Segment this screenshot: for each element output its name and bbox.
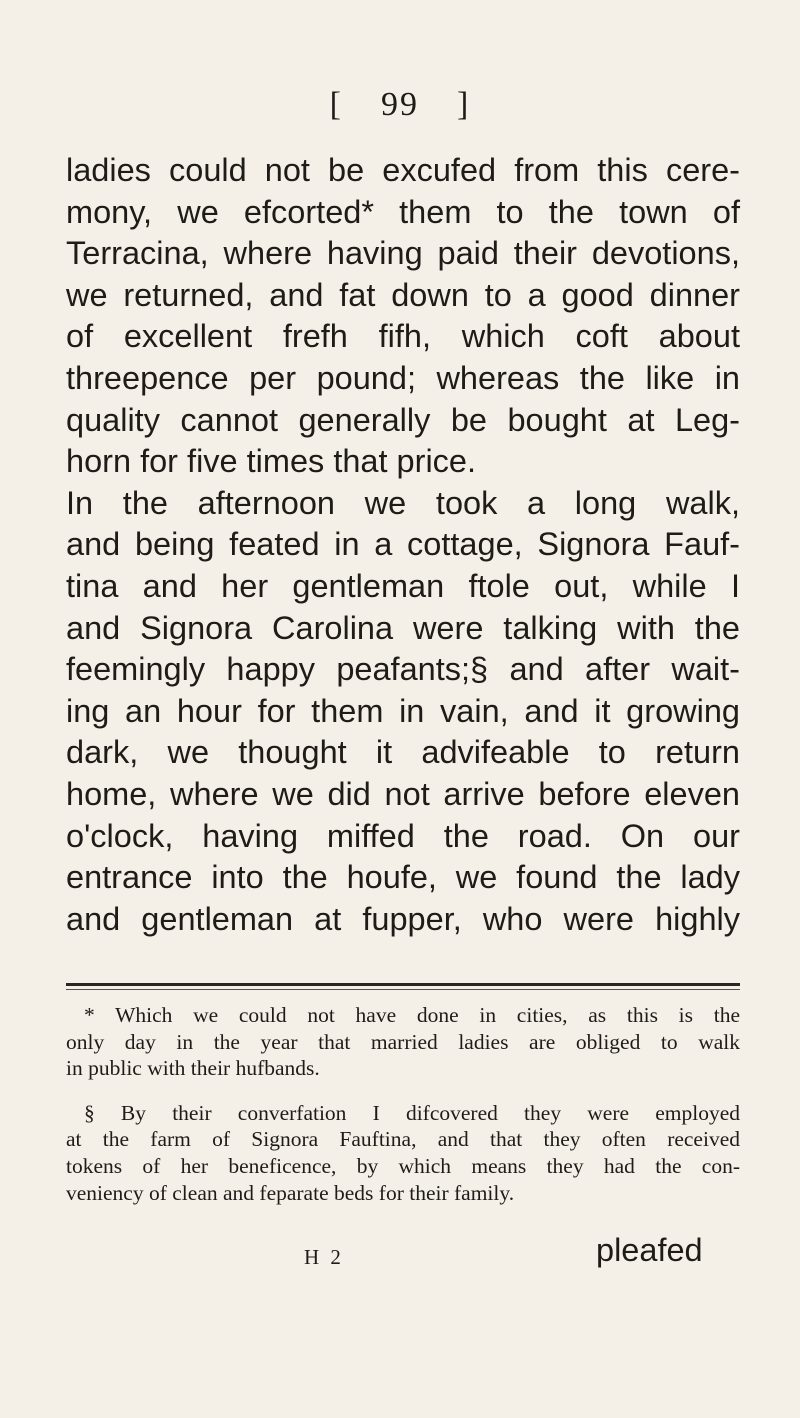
close-bracket: ]	[457, 86, 471, 123]
footnote-rule-thin	[66, 989, 740, 990]
text-line: horn for five times that price.	[66, 443, 477, 480]
text-line: ing an hour for them in vain, and it growing	[66, 692, 740, 729]
text-line: and gentleman at fupper, who were highly	[66, 900, 740, 937]
footnote-line: only day in the year that married ladies are obliged to walk	[66, 1029, 740, 1054]
text-line: mony, we efcorted* them to the town of	[66, 193, 740, 230]
text-line: In the afternoon we took a long walk,	[66, 484, 740, 521]
footnote-line: tokens of her beneficence, by which means they had the con-	[66, 1153, 740, 1178]
catchword: pleafed	[596, 1232, 703, 1268]
text-line: of excellent frefh fifh, which coft about	[66, 318, 740, 355]
text-line: threepence per pound; whereas the like in	[66, 359, 740, 396]
footnote-line: at the farm of Signora Fauftina, and that they often received	[66, 1127, 740, 1152]
page-number: 99	[381, 86, 419, 123]
text-line: ladies could not be excufed from this cere-	[66, 152, 740, 188]
footnote-rule	[66, 983, 740, 986]
text-line: entrance into the houfe, we found the lady	[66, 859, 740, 896]
text-line: Terracina, where having paid their devotions,	[66, 235, 740, 272]
footnote-line: veniency of clean and feparate beds for their family.	[66, 1180, 515, 1205]
text-line: home, where we did not arrive before eleven	[66, 775, 740, 812]
footnote-line: * Which we could not have done in cities, as this is the	[84, 1003, 740, 1027]
text-line: o'clock, having miffed the road. On our	[66, 817, 740, 854]
footnote-asterisk	[66, 1002, 740, 1082]
text-line: and Signora Carolina were talking with the	[66, 609, 740, 646]
text-line: tina and her gentleman ftole out, while I	[66, 567, 740, 604]
text-line: and being feated in a cottage, Signora Fauf-	[66, 526, 740, 563]
text-line: feemingly happy peafants;§ and after wait-	[66, 651, 740, 688]
footnote-line: in public with their hufbands.	[66, 1056, 320, 1081]
text-line: dark, we thought it advifeable to return	[66, 734, 740, 771]
text-line: quality cannot generally be bought at Leg-	[66, 401, 740, 438]
open-bracket: [	[329, 86, 343, 123]
footnotes	[66, 1002, 740, 1224]
signature-mark: H 2	[304, 1245, 344, 1269]
main-text-block	[66, 150, 740, 940]
text-line: we returned, and fat down to a good dinner	[66, 276, 740, 313]
footnote-section	[66, 1100, 740, 1206]
running-head	[0, 86, 800, 124]
footnote-line: § By their converfation I difcovered they were employed	[84, 1100, 740, 1125]
